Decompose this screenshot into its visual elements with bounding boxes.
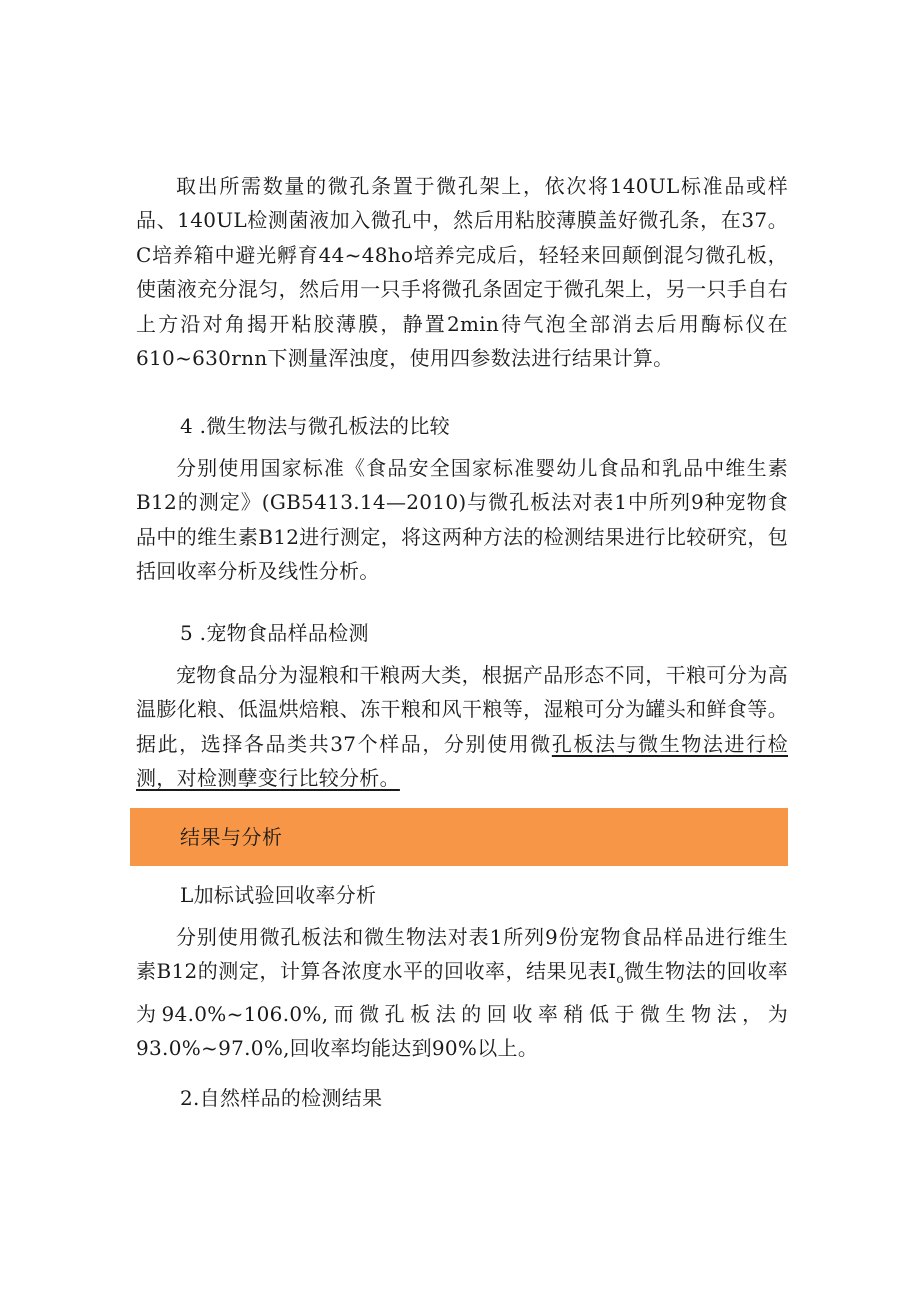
paragraph-recovery-text-b: 微生物法的回收率为94.0%~106.0%,而微孔板法的回收率稍低于微生物法，为93.0%~97.0%,回收率均能达到90%以上。 (136, 959, 788, 1061)
results-banner (130, 808, 788, 866)
paragraph-sample-testing-text: 宠物食品分为湿粮和干粮两大类，根据产品形态不同，干粮可分为高温膨化粮、低温烘焙粮、冻干粮和风干粮等，湿粮可分为罐头和鲜食等。据此，选择各品类共37个样品，分别使用微 (136, 663, 788, 756)
paragraph-sample-testing (136, 658, 788, 796)
section-heading-5: 5 .宠物食品样品检测 (180, 621, 369, 645)
subscript-o: o (616, 972, 624, 987)
paragraph-recovery-text-a: 分别使用微孔板法和微生物法对表1所列9份宠物食品样品进行维生素B12的测定，计算各浓度水平的回收率，结果见表I (136, 925, 788, 984)
subsection-heading-2: 2.自然样品的检测结果 (180, 1086, 383, 1110)
subsection-heading-1: L加标试验回收率分析 (180, 883, 377, 907)
paragraph-recovery (136, 920, 788, 1066)
underlined-text: 孔板法与微生物法进行检测，对检测孽变行比较分析。 (136, 731, 788, 791)
section-heading-4: 4 .微生物法与微孔板法的比较 (180, 414, 450, 438)
paragraph-comparison: 分别使用国家标准《食品安全国家标准婴幼儿食品和乳品中维生素B12的测定》(GB5413.14—2010)与微孔板法对表1中所列9种宠物食品中的维生素B12进行测定，将这两种方法的检测结果进行比较研究，包括回收率分析及线性分析。 (136, 456, 788, 584)
banner-title: 结果与分析 (180, 825, 283, 849)
paragraph-procedure: 取出所需数量的微孔条置于微孔架上，依次将140UL标准品或样品、140UL检测菌液加入微孔中，然后用粘胶薄膜盖好微孔条，在37。C培养箱中避光孵育44~48ho培养完成后，轻轻来回颠倒混匀微孔板，使菌液充分混匀，然后用一只手将微孔条固定于微孔架上，另一只手自右上方沿对角揭开粘胶薄膜，静置2min待气泡全部消去后用酶标仪在610~630rnn下测量浑浊度，使用四参数法进行结果计算。 (136, 174, 788, 371)
